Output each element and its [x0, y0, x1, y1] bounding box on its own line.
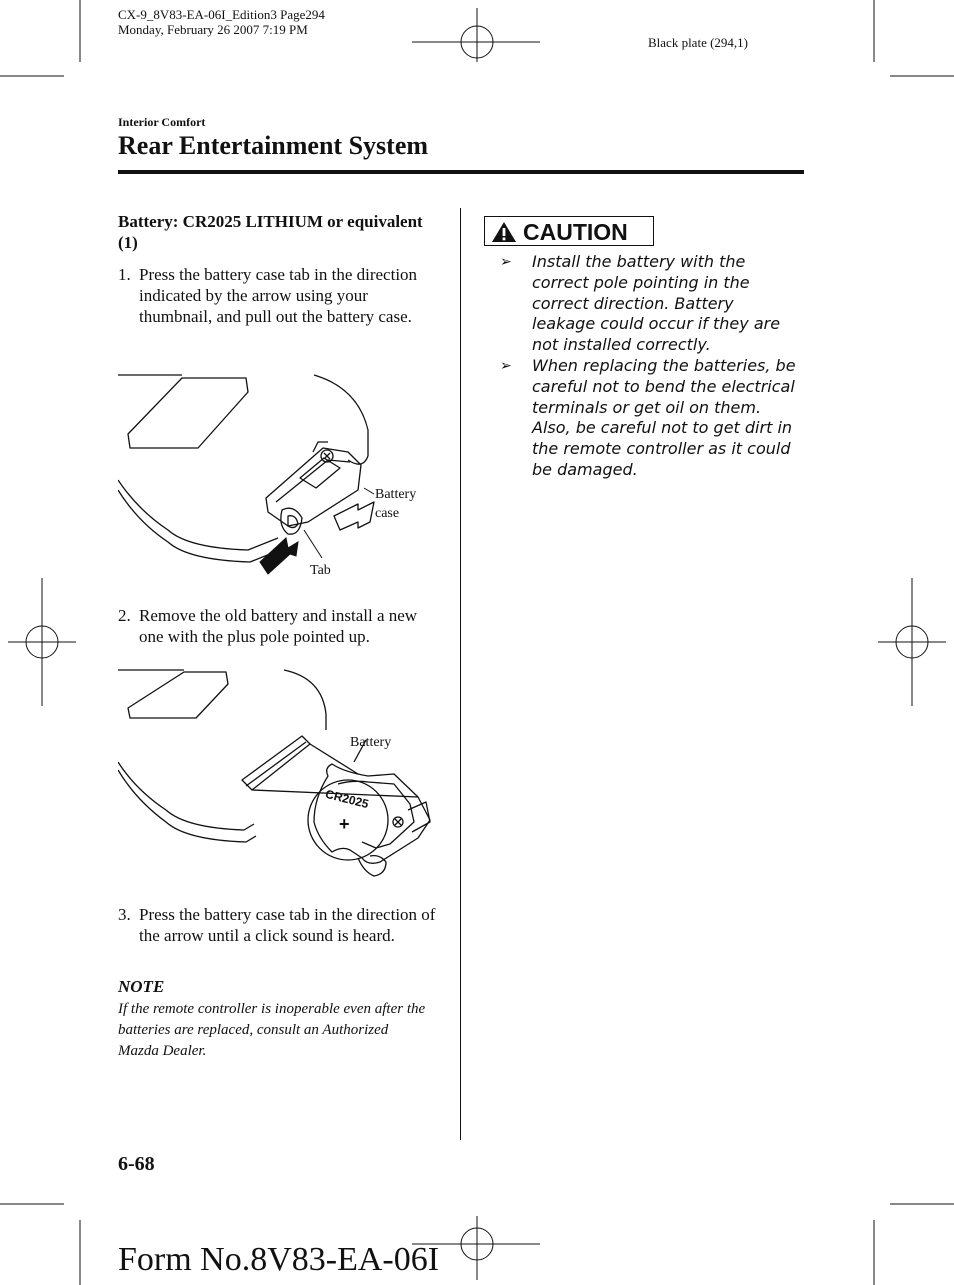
page-title: Rear Entertainment System	[118, 131, 429, 160]
slug-file-line: CX-9_8V83-EA-06I_Edition3 Page294	[118, 7, 325, 22]
arrow-bullet-icon: ➢	[500, 357, 512, 374]
title-rule	[118, 170, 804, 174]
list-item	[500, 252, 800, 356]
caution-list	[500, 252, 800, 481]
plus-pole-marker: +	[339, 814, 350, 834]
step-number: 2.	[118, 606, 131, 625]
slug-date-line: Monday, February 26 2007 7:19 PM	[118, 22, 308, 37]
battery-label: Battery	[350, 735, 392, 750]
caution-label: CAUTION	[523, 219, 628, 245]
step-1	[118, 264, 438, 327]
step-text: Press the battery case tab in the direction indicated by the arrow using your thumbnail, and pull out the battery case.	[139, 265, 418, 326]
battery-case-label-line2: case	[375, 506, 400, 521]
column-divider	[460, 208, 461, 1140]
coin-model-text: CR2025	[323, 786, 371, 812]
step-text: Remove the old battery and install a new one with the plus pole pointed up.	[139, 606, 418, 646]
form-number: Form No.8V83-EA-06I	[118, 1241, 440, 1278]
print-slug	[118, 7, 325, 37]
list-item	[500, 356, 800, 481]
tab-label: Tab	[310, 563, 331, 578]
plate-label: Black plate (294,1)	[648, 35, 748, 50]
note-label: NOTE	[118, 977, 165, 996]
page-number: 6-68	[118, 1153, 155, 1175]
battery-heading: Battery: CR2025 LITHIUM or equivalent (1)	[118, 212, 423, 252]
battery-replacement-illustration	[118, 662, 438, 890]
step-2	[118, 605, 438, 647]
caution-text: Install the battery with the correct pole pointing in the correct direction. Battery leakage could occur if they are not installed correctly.	[532, 252, 781, 355]
step-number: 1.	[118, 265, 131, 284]
arrow-bullet-icon: ➢	[500, 254, 512, 270]
section-name: Interior Comfort	[118, 115, 206, 129]
note-text: If the remote controller is inoperable even after the batteries are replaced, consult an Authorized Mazda Dealer.	[118, 1001, 426, 1059]
caution-box	[484, 216, 654, 246]
step-3	[118, 904, 438, 946]
battery-case-removal-illustration	[118, 370, 438, 586]
step-text: Press the battery case tab in the direction of the arrow until a click sound is heard.	[139, 905, 436, 945]
step-number: 3.	[118, 905, 131, 924]
warning-triangle-icon	[491, 221, 517, 243]
battery-case-label-line1: Battery	[375, 487, 417, 502]
caution-text: When replacing the batteries, be careful not to bend the electrical terminals or get oil on them. Also, be careful not to get dirt in the remote controller as it could be damaged.	[532, 355, 796, 479]
